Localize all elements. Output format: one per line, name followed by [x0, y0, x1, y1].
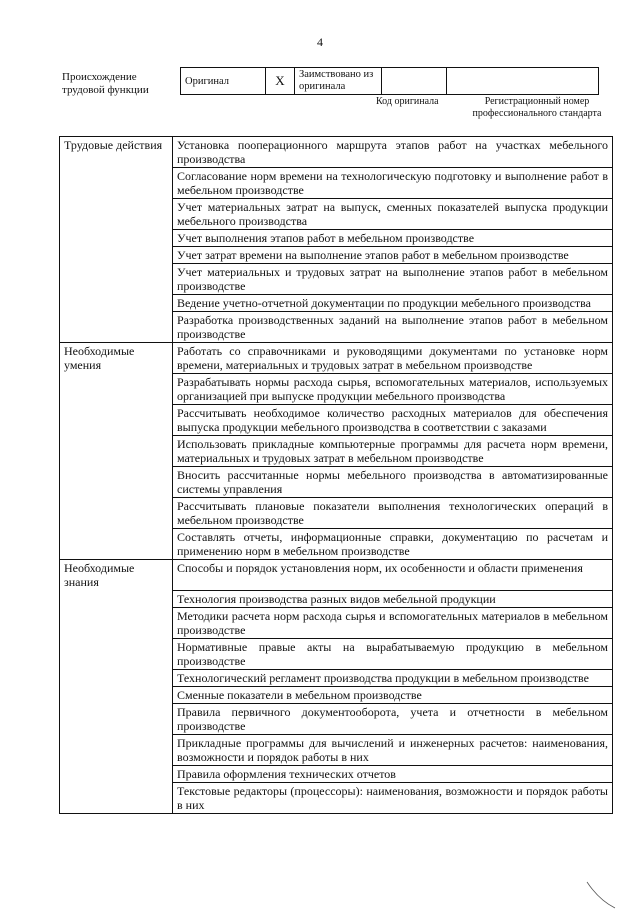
table-row: [60, 782, 613, 813]
table-cell: Установка пооперационного маршрута этапов работ на участках мебельного производства: [173, 137, 613, 168]
table-cell: Согласование норм времени на технологическую подготовку и выполнение работ в мебельном производстве: [173, 168, 613, 199]
table-row: [60, 343, 613, 374]
table-row: [60, 529, 613, 560]
table-cell: Правила первичного документооборота, учета и отчетности в мебельном производстве: [173, 703, 613, 734]
section-label-cont: [60, 467, 173, 498]
table-row: [60, 590, 613, 607]
origin-borrowed-cell: Заимствовано из оригинала: [295, 68, 382, 95]
section-label-cont: [60, 529, 173, 560]
section-label-cont: [60, 765, 173, 782]
table-cell: Учет материальных и трудовых затрат на выполнение этапов работ в мебельном производстве: [173, 264, 613, 295]
code-caption: Код оригинала: [376, 96, 439, 107]
table-row: [60, 230, 613, 247]
section-label-cont: [60, 734, 173, 765]
table-cell: Сменные показатели в мебельном производстве: [173, 686, 613, 703]
table-row: [60, 264, 613, 295]
table-cell: Использовать прикладные компьютерные программы для расчета норм времени, материальных и трудовых затрат в мебельном производстве: [173, 436, 613, 467]
table-cell: Составлять отчеты, информационные справки, документацию по расчетам и применению норм в мебельном производстве: [173, 529, 613, 560]
section-label-cont: [60, 436, 173, 467]
table-cell: Вносить рассчитанные нормы мебельного производства в автоматизированные системы управления: [173, 467, 613, 498]
table-cell: Прикладные программы для вычислений и инженерных расчетов: наименования, возможности и порядок работы в них: [173, 734, 613, 765]
section-label-cont: [60, 374, 173, 405]
reg-number-caption: Регистрационный номер профессионального стандарта: [472, 96, 602, 119]
table-row: [60, 467, 613, 498]
section-label-cont: [60, 247, 173, 264]
origin-code-cell: [382, 68, 447, 95]
table-row: [60, 405, 613, 436]
section-label-cont: [60, 230, 173, 247]
table-row: [60, 199, 613, 230]
origin-reg-cell: [447, 68, 599, 95]
table-cell: Методики расчета норм расхода сырья и вспомогательных материалов в мебельном производстве: [173, 607, 613, 638]
section-label-cont: [60, 405, 173, 436]
table-cell: Разрабатывать нормы расхода сырья, вспомогательных материалов, используемых организацией при выпуске продукции мебельного производства: [173, 374, 613, 405]
table-cell: Учет затрат времени на выполнение этапов работ в мебельном производстве: [173, 247, 613, 264]
section-label-cont: [60, 782, 173, 813]
table-cell: Правила оформления технических отчетов: [173, 765, 613, 782]
corner-mark: [585, 880, 625, 910]
section-label: Необходимые знания: [60, 560, 173, 591]
table-row: [60, 295, 613, 312]
table-cell: Технология производства разных видов мебельной продукции: [173, 590, 613, 607]
table-row: [60, 374, 613, 405]
table-cell: Нормативные правые акты на вырабатываемую продукцию в мебельном производстве: [173, 638, 613, 669]
table-row: [60, 638, 613, 669]
table-row: [60, 168, 613, 199]
section-label: Необходимые умения: [60, 343, 173, 374]
section-label-cont: [60, 168, 173, 199]
table-row: [60, 734, 613, 765]
section-label-cont: [60, 295, 173, 312]
table-row: [60, 686, 613, 703]
table-row: [60, 607, 613, 638]
table-row: [60, 669, 613, 686]
table-cell: Способы и порядок установления норм, их особенности и области применения: [173, 560, 613, 591]
table-row: [60, 703, 613, 734]
function-table: [59, 136, 613, 814]
section-label-cont: [60, 498, 173, 529]
origin-label: Происхождение трудовой функции: [62, 71, 149, 96]
table-cell: Рассчитывать необходимое количество расходных материалов для обеспечения выпуска продукции мебельного производства в соответствии с заказами: [173, 405, 613, 436]
table-cell: Работать со справочниками и руководящими документами по установке норм времени, материальных и трудовых затрат в мебельном производстве: [173, 343, 613, 374]
origin-original-cell: Оригинал: [181, 68, 266, 95]
table-cell: Учет выполнения этапов работ в мебельном производстве: [173, 230, 613, 247]
section-label-cont: [60, 669, 173, 686]
section-label-cont: [60, 703, 173, 734]
section-label: Трудовые действия: [60, 137, 173, 168]
table-row: [60, 137, 613, 168]
page-number: 4: [317, 35, 323, 49]
section-label-cont: [60, 264, 173, 295]
table-cell: Учет материальных затрат на выпуск, сменных показателей выпуска продукции мебельного производства: [173, 199, 613, 230]
table-row: [60, 560, 613, 591]
section-label-cont: [60, 199, 173, 230]
table-row: [60, 312, 613, 343]
table-cell: Технологический регламент производства продукции в мебельном производстве: [173, 669, 613, 686]
section-label-cont: [60, 590, 173, 607]
table-row: [60, 765, 613, 782]
table-cell: Текстовые редакторы (процессоры): наименования, возможности и порядок работы в них: [173, 782, 613, 813]
section-label-cont: [60, 638, 173, 669]
table-row: [60, 436, 613, 467]
section-label-cont: [60, 607, 173, 638]
table-cell: Разработка производственных заданий на выполнение этапов работ в мебельном производстве: [173, 312, 613, 343]
table-row: [60, 247, 613, 264]
table-cell: Ведение учетно-отчетной документации по продукции мебельного производства: [173, 295, 613, 312]
origin-table: [180, 67, 599, 95]
table-cell: Рассчитывать плановые показатели выполнения технологических операций в мебельном производстве: [173, 498, 613, 529]
section-label-cont: [60, 686, 173, 703]
origin-mark-cell: X: [266, 68, 295, 95]
table-row: [60, 498, 613, 529]
section-label-cont: [60, 312, 173, 343]
